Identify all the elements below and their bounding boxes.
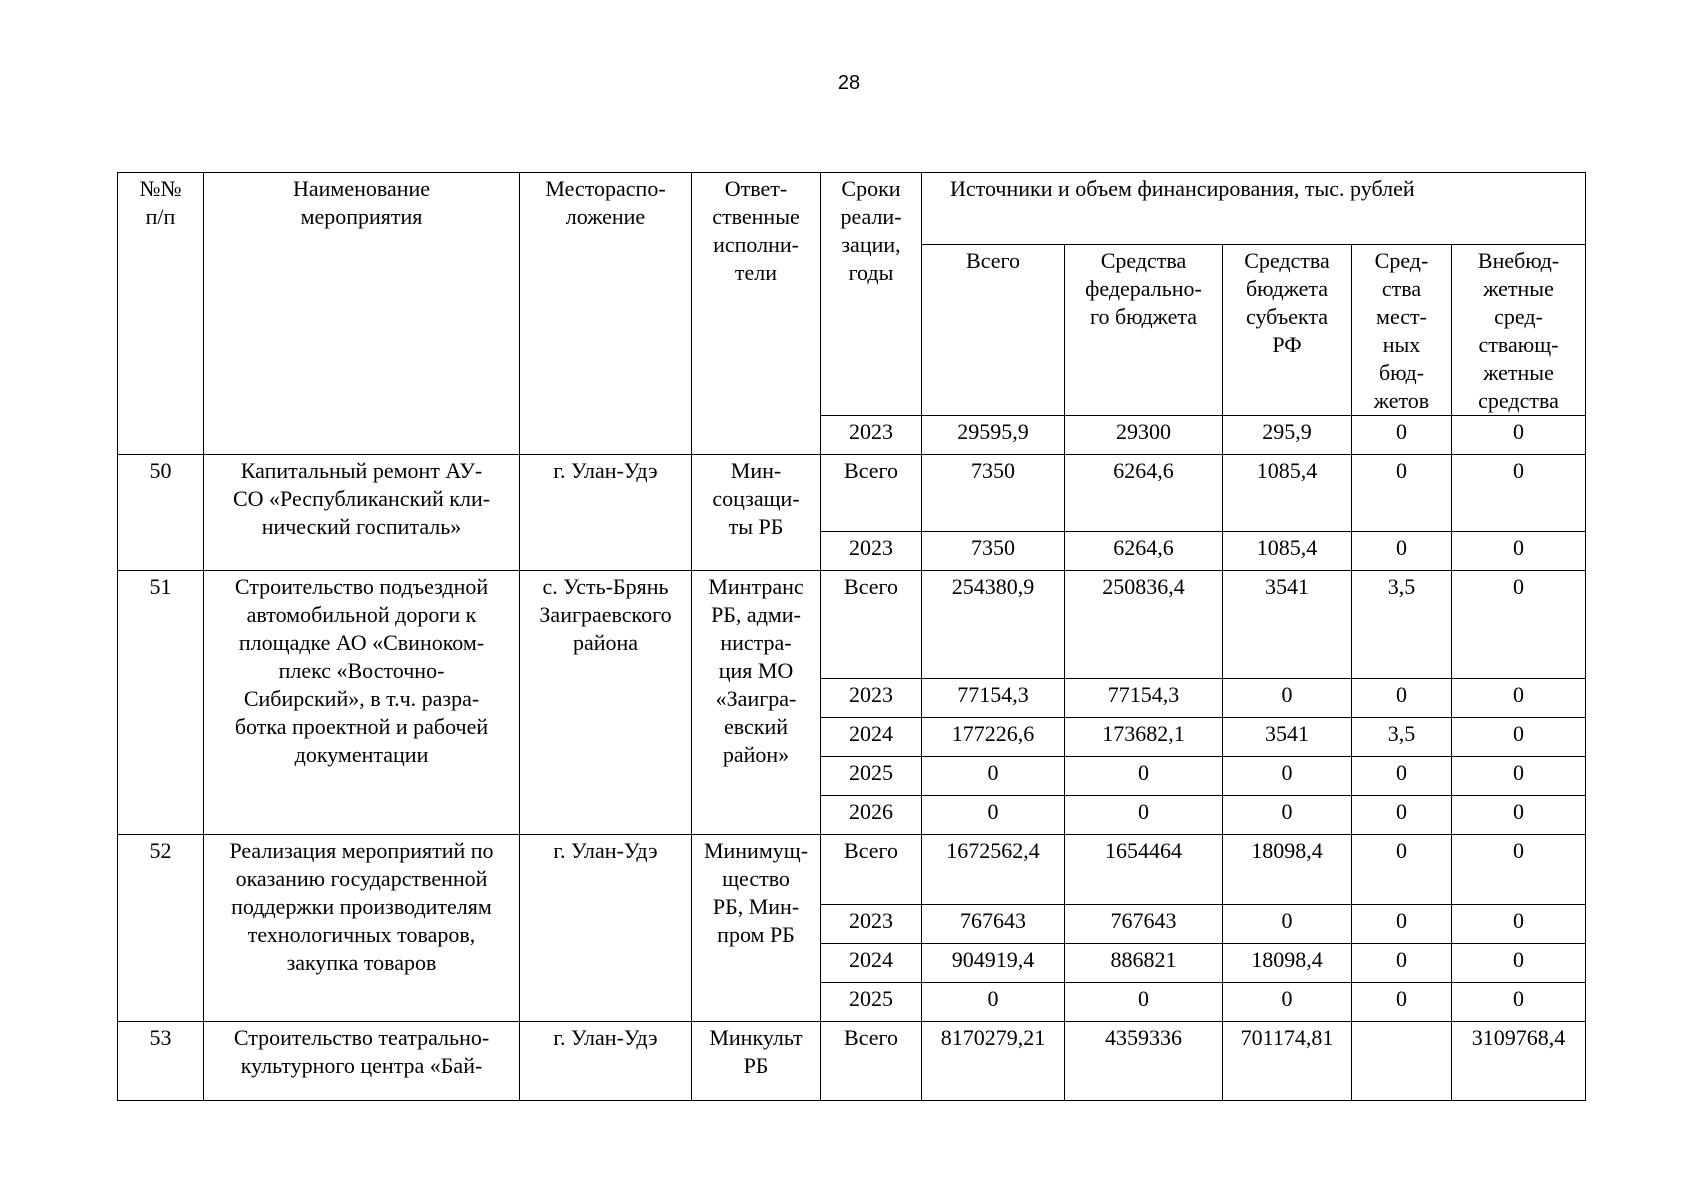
- cell-total: 177226,6: [922, 718, 1065, 757]
- text-line: Средства: [1100, 248, 1187, 273]
- cell-year: 2023: [821, 532, 922, 571]
- text-line: «Заигра-: [715, 686, 797, 711]
- text-line: поддержки производителям: [231, 894, 492, 919]
- text-line: Минкульт: [709, 1025, 803, 1050]
- item-responsible: [692, 571, 821, 835]
- text-line: района: [572, 630, 639, 655]
- cell-regional: 1085,4: [1223, 532, 1352, 571]
- cell-year: Всего: [821, 571, 922, 679]
- text-line: соцзащи-: [712, 486, 800, 511]
- header-federal: [1065, 245, 1223, 416]
- text-line: ботка проектной и рабочей: [234, 714, 489, 739]
- text-line: мероприятия: [300, 204, 423, 229]
- text-line: сред-: [1494, 304, 1543, 329]
- item-number: 50: [118, 455, 204, 571]
- cell-regional: 0: [1223, 796, 1352, 835]
- cell-total: 0: [922, 757, 1065, 796]
- text-line: реали-: [840, 204, 902, 229]
- text-line: нистра-: [720, 630, 792, 655]
- text-line: Наименование: [292, 176, 431, 201]
- text-line: Ответ-: [724, 176, 788, 201]
- cell-extra: 0: [1452, 835, 1586, 905]
- text-line: Сибирский», в т.ч. разра-: [243, 686, 480, 711]
- header-regional: [1223, 245, 1352, 416]
- text-line: Средства: [1244, 248, 1330, 273]
- cell-federal: 173682,1: [1065, 718, 1223, 757]
- table-row: [118, 571, 1586, 679]
- text-line: плекс «Восточно-: [278, 658, 445, 683]
- text-line: нический госпиталь»: [261, 514, 462, 539]
- text-line: с. Усть-Брянь: [542, 574, 669, 599]
- text-line: федерально-: [1085, 276, 1202, 301]
- text-line: пром РБ: [717, 922, 795, 947]
- text-line: бюджета: [1245, 276, 1329, 301]
- header-total: [922, 245, 1065, 416]
- header-local: [1352, 245, 1452, 416]
- text-line: г. Улан-Удэ: [553, 458, 658, 483]
- cell-regional: 0: [1223, 905, 1352, 944]
- cell-year: 2023: [821, 416, 922, 455]
- text-line: жетные: [1483, 360, 1554, 385]
- cell-year: 2023: [821, 905, 922, 944]
- text-line: ция МО: [718, 658, 794, 683]
- cell-local: 0: [1352, 835, 1452, 905]
- cell-local: 3,5: [1352, 718, 1452, 757]
- cell-total: 7350: [922, 532, 1065, 571]
- cell-regional: 0: [1223, 679, 1352, 718]
- cell-regional: 1085,4: [1223, 455, 1352, 532]
- text-line: №№: [139, 176, 182, 201]
- text-line: средства: [1478, 388, 1559, 413]
- item-responsible: [692, 455, 821, 571]
- cell-extra: 0: [1452, 532, 1586, 571]
- text-line: ных: [1382, 332, 1421, 357]
- cell-local: 0: [1352, 905, 1452, 944]
- cell-local: 0: [1352, 455, 1452, 532]
- text-line: РФ: [1272, 332, 1302, 357]
- text-line: г. Улан-Удэ: [553, 838, 658, 863]
- text-line: бюд-: [1378, 360, 1425, 385]
- text-line: жетов: [1373, 388, 1430, 413]
- text-line: Минимущ-: [703, 838, 809, 863]
- item-name: [204, 1022, 520, 1101]
- cell-extra: 0: [1452, 757, 1586, 796]
- item-number: 51: [118, 571, 204, 835]
- cell-extra: 0: [1452, 416, 1586, 455]
- item-name: [204, 455, 520, 571]
- item-number: 52: [118, 835, 204, 1022]
- item-name: [204, 835, 520, 1022]
- cell-year: 2024: [821, 944, 922, 983]
- text-line: Сред-: [1374, 248, 1429, 273]
- cell-year: Всего: [821, 455, 922, 532]
- cell-local: 0: [1352, 944, 1452, 983]
- text-line: жетные: [1483, 276, 1554, 301]
- table-row: [118, 835, 1586, 905]
- cell-year: 2025: [821, 983, 922, 1022]
- text-line: ствающ-: [1478, 332, 1559, 357]
- text-line: исполни-: [713, 232, 799, 257]
- text-line: Капитальный ремонт АУ-: [240, 458, 483, 483]
- text-line: Заиграевского: [539, 602, 672, 627]
- item-location: [520, 455, 692, 571]
- cell-regional: 18098,4: [1223, 835, 1352, 905]
- cell-year: 2025: [821, 757, 922, 796]
- financing-table: [117, 172, 1586, 1101]
- cell-total: 29595,9: [922, 416, 1065, 455]
- cell-extra: 3109768,4: [1452, 1022, 1586, 1101]
- text-line: субъекта: [1245, 304, 1329, 329]
- text-line: годы: [848, 260, 894, 285]
- text-line: закупка товаров: [286, 950, 437, 975]
- cell-year: 2026: [821, 796, 922, 835]
- text-line: Местораспо-: [545, 176, 666, 201]
- text-line: Строительство театрально-: [233, 1025, 490, 1050]
- item-responsible: [692, 1022, 821, 1101]
- cell-federal: 29300: [1065, 416, 1223, 455]
- cell-regional: 701174,81: [1223, 1022, 1352, 1101]
- cell-extra: 0: [1452, 796, 1586, 835]
- cell-local: 0: [1352, 757, 1452, 796]
- text-line: культурного центра «Бай-: [240, 1053, 483, 1078]
- text-line: автомобильной дороги к: [246, 602, 477, 627]
- text-line: оказанию государственной: [235, 866, 488, 891]
- cell-federal: 4359336: [1065, 1022, 1223, 1101]
- cell-total: 7350: [922, 455, 1065, 532]
- text-line: г. Улан-Удэ: [553, 1025, 658, 1050]
- text-line: го бюджета: [1089, 304, 1197, 329]
- text-line: технологичных товаров,: [247, 922, 476, 947]
- text-line: Строительство подъездной: [234, 574, 489, 599]
- table-row: [118, 1022, 1586, 1101]
- text-line: Внебюд-: [1477, 248, 1560, 273]
- header-row-1: [118, 173, 1586, 245]
- text-line: Мин-: [730, 458, 782, 483]
- header-sources-title: Источники и объем финансирования, тыс. рублей: [922, 173, 1586, 245]
- cell-federal: 6264,6: [1065, 455, 1223, 532]
- cell-local: 0: [1352, 532, 1452, 571]
- cell-federal: 886821: [1065, 944, 1223, 983]
- cell-year: Всего: [821, 835, 922, 905]
- header-name: [204, 173, 520, 455]
- cell-federal: 0: [1065, 796, 1223, 835]
- item-location: [520, 835, 692, 1022]
- text-line: СО «Республиканский кли-: [232, 486, 491, 511]
- text-line: п/п: [145, 204, 176, 229]
- cell-regional: 3541: [1223, 571, 1352, 679]
- cell-extra: 0: [1452, 679, 1586, 718]
- item-responsible: [692, 835, 821, 1022]
- text-line: ства: [1381, 276, 1422, 301]
- cell-local: 0: [1352, 983, 1452, 1022]
- cell-local: 0: [1352, 679, 1452, 718]
- text-line: мест-: [1376, 304, 1427, 329]
- cell-total: 0: [922, 983, 1065, 1022]
- cell-extra: 0: [1452, 983, 1586, 1022]
- item-number: 53: [118, 1022, 204, 1101]
- text-line: Минтранс: [708, 574, 804, 599]
- text-line: ложение: [565, 204, 646, 229]
- cell-year: 2023: [821, 679, 922, 718]
- cell-federal: 6264,6: [1065, 532, 1223, 571]
- cell-total: 8170279,21: [922, 1022, 1065, 1101]
- text-line: РБ, Мин-: [712, 894, 800, 919]
- item-location: [520, 1022, 692, 1101]
- text-line: ственные: [712, 204, 800, 229]
- cell-extra: 0: [1452, 571, 1586, 679]
- cell-regional: 18098,4: [1223, 944, 1352, 983]
- text-line: Реализация мероприятий по: [229, 838, 494, 863]
- cell-year: 2024: [821, 718, 922, 757]
- cell-regional: 0: [1223, 983, 1352, 1022]
- cell-total: 254380,9: [922, 571, 1065, 679]
- text-line: Всего: [966, 248, 1020, 273]
- item-location: [520, 571, 692, 835]
- cell-total: 767643: [922, 905, 1065, 944]
- text-line: РБ, адми-: [711, 602, 801, 627]
- cell-extra: 0: [1452, 718, 1586, 757]
- text-line: евский: [723, 714, 789, 739]
- cell-regional: 3541: [1223, 718, 1352, 757]
- cell-extra: 0: [1452, 905, 1586, 944]
- header-location: [520, 173, 692, 455]
- cell-federal: 250836,4: [1065, 571, 1223, 679]
- cell-extra: 0: [1452, 455, 1586, 532]
- text-line: зации,: [841, 232, 901, 257]
- cell-federal: 767643: [1065, 905, 1223, 944]
- cell-total: 77154,3: [922, 679, 1065, 718]
- cell-extra: 0: [1452, 944, 1586, 983]
- cell-regional: 295,9: [1223, 416, 1352, 455]
- cell-local: 3,5: [1352, 571, 1452, 679]
- header-period: [821, 173, 922, 416]
- header-num: [118, 173, 204, 455]
- text-line: площадке АО «Свинoком-: [238, 630, 485, 655]
- cell-year: Всего: [821, 1022, 922, 1101]
- text-line: район»: [722, 742, 790, 767]
- header-extra: [1452, 245, 1586, 416]
- cell-total: 904919,4: [922, 944, 1065, 983]
- item-name: [204, 571, 520, 835]
- cell-total: 1672562,4: [922, 835, 1065, 905]
- text-line: документации: [294, 742, 429, 767]
- cell-local: [1352, 1022, 1452, 1101]
- cell-regional: 0: [1223, 757, 1352, 796]
- table-row: [118, 455, 1586, 532]
- header-responsible: [692, 173, 821, 455]
- text-line: ты РБ: [728, 514, 784, 539]
- cell-local: 0: [1352, 796, 1452, 835]
- cell-federal: 77154,3: [1065, 679, 1223, 718]
- cell-federal: 1654464: [1065, 835, 1223, 905]
- text-line: щество: [722, 866, 790, 891]
- page-number: 28: [837, 72, 861, 94]
- cell-federal: 0: [1065, 983, 1223, 1022]
- text-line: тели: [734, 260, 778, 285]
- cell-local: 0: [1352, 416, 1452, 455]
- cell-total: 0: [922, 796, 1065, 835]
- text-line: РБ: [743, 1053, 769, 1078]
- text-line: Сроки: [841, 176, 901, 201]
- cell-federal: 0: [1065, 757, 1223, 796]
